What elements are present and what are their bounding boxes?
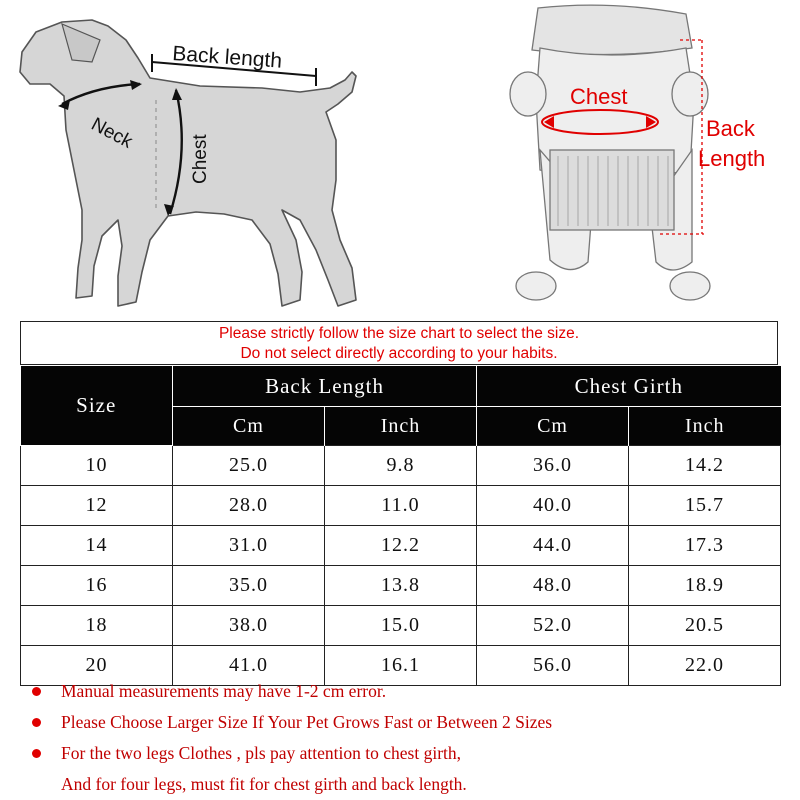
chest-girth-group-header: Chest Girth [477, 366, 781, 407]
back-length-group-header: Back Length [173, 366, 477, 407]
notes-list [32, 676, 792, 800]
coat-back-label: Back [706, 116, 755, 141]
table-cell: 15.7 [629, 486, 781, 526]
table-cell: 25.0 [173, 446, 325, 486]
table-row [21, 526, 781, 566]
note-item [32, 707, 792, 738]
note-text: Manual measurements may have 1-2 cm error. [61, 681, 387, 701]
notice-line-1: Please strictly follow the size chart to select the size. [218, 325, 580, 342]
table-cell: 28.0 [173, 486, 325, 526]
table-row [21, 606, 781, 646]
table-cell: 12.2 [325, 526, 477, 566]
size-cell: 20 [21, 646, 173, 686]
note-text: For the two legs Clothes , pls pay attention to chest girth, [61, 743, 462, 763]
table-cell: 22.0 [629, 646, 781, 686]
coat-sketch [510, 5, 710, 300]
table-cell: 52.0 [477, 606, 629, 646]
note-continuation: And for four legs, must fit for chest girth and back length. [61, 774, 467, 794]
chest-label: Chest [190, 134, 211, 184]
note-text: Please Choose Larger Size If Your Pet Grows Fast or Between 2 Sizes [61, 712, 553, 732]
measurement-illustrations [0, 0, 800, 320]
unit-header: Inch [325, 407, 477, 446]
table-cell: 56.0 [477, 646, 629, 686]
note-item [32, 676, 792, 707]
table-cell: 38.0 [173, 606, 325, 646]
table-cell: 31.0 [173, 526, 325, 566]
size-cell: 12 [21, 486, 173, 526]
unit-header: Cm [477, 407, 629, 446]
size-chart-table [20, 366, 781, 686]
unit-header: Inch [629, 407, 781, 446]
bullet-dot-icon [32, 718, 41, 727]
size-cell: 10 [21, 446, 173, 486]
back-length-label: Back length [171, 42, 283, 73]
table-cell: 16.1 [325, 646, 477, 686]
size-cell: 16 [21, 566, 173, 606]
table-cell: 9.8 [325, 446, 477, 486]
dog-measurement-diagram [0, 0, 480, 320]
note-item [32, 738, 792, 769]
table-cell: 20.5 [629, 606, 781, 646]
table-cell: 15.0 [325, 606, 477, 646]
coat-length-label: Length [698, 146, 766, 171]
table-cell: 13.8 [325, 566, 477, 606]
table-cell: 44.0 [477, 526, 629, 566]
unit-header: Cm [173, 407, 325, 446]
notice-line-2: Do not select directly according to your habits. [240, 345, 558, 362]
neck-label: Neck [87, 113, 136, 153]
size-cell: 14 [21, 526, 173, 566]
table-cell: 11.0 [325, 486, 477, 526]
table-cell: 17.3 [629, 526, 781, 566]
table-cell: 41.0 [173, 646, 325, 686]
table-row [21, 486, 781, 526]
coat-chest-label: Chest [570, 84, 628, 109]
table-cell: 14.2 [629, 446, 781, 486]
table-row [21, 566, 781, 606]
bullet-dot-icon [32, 687, 41, 696]
table-cell: 48.0 [477, 566, 629, 606]
table-cell: 35.0 [173, 566, 325, 606]
bullet-dot-icon [32, 749, 41, 758]
table-cell: 36.0 [477, 446, 629, 486]
size-column-header: Size [21, 366, 173, 446]
table-cell: 18.9 [629, 566, 781, 606]
size-notice [20, 321, 778, 365]
table-cell: 40.0 [477, 486, 629, 526]
coat-measurement-diagram [480, 0, 800, 320]
table-row [21, 446, 781, 486]
size-cell: 18 [21, 606, 173, 646]
